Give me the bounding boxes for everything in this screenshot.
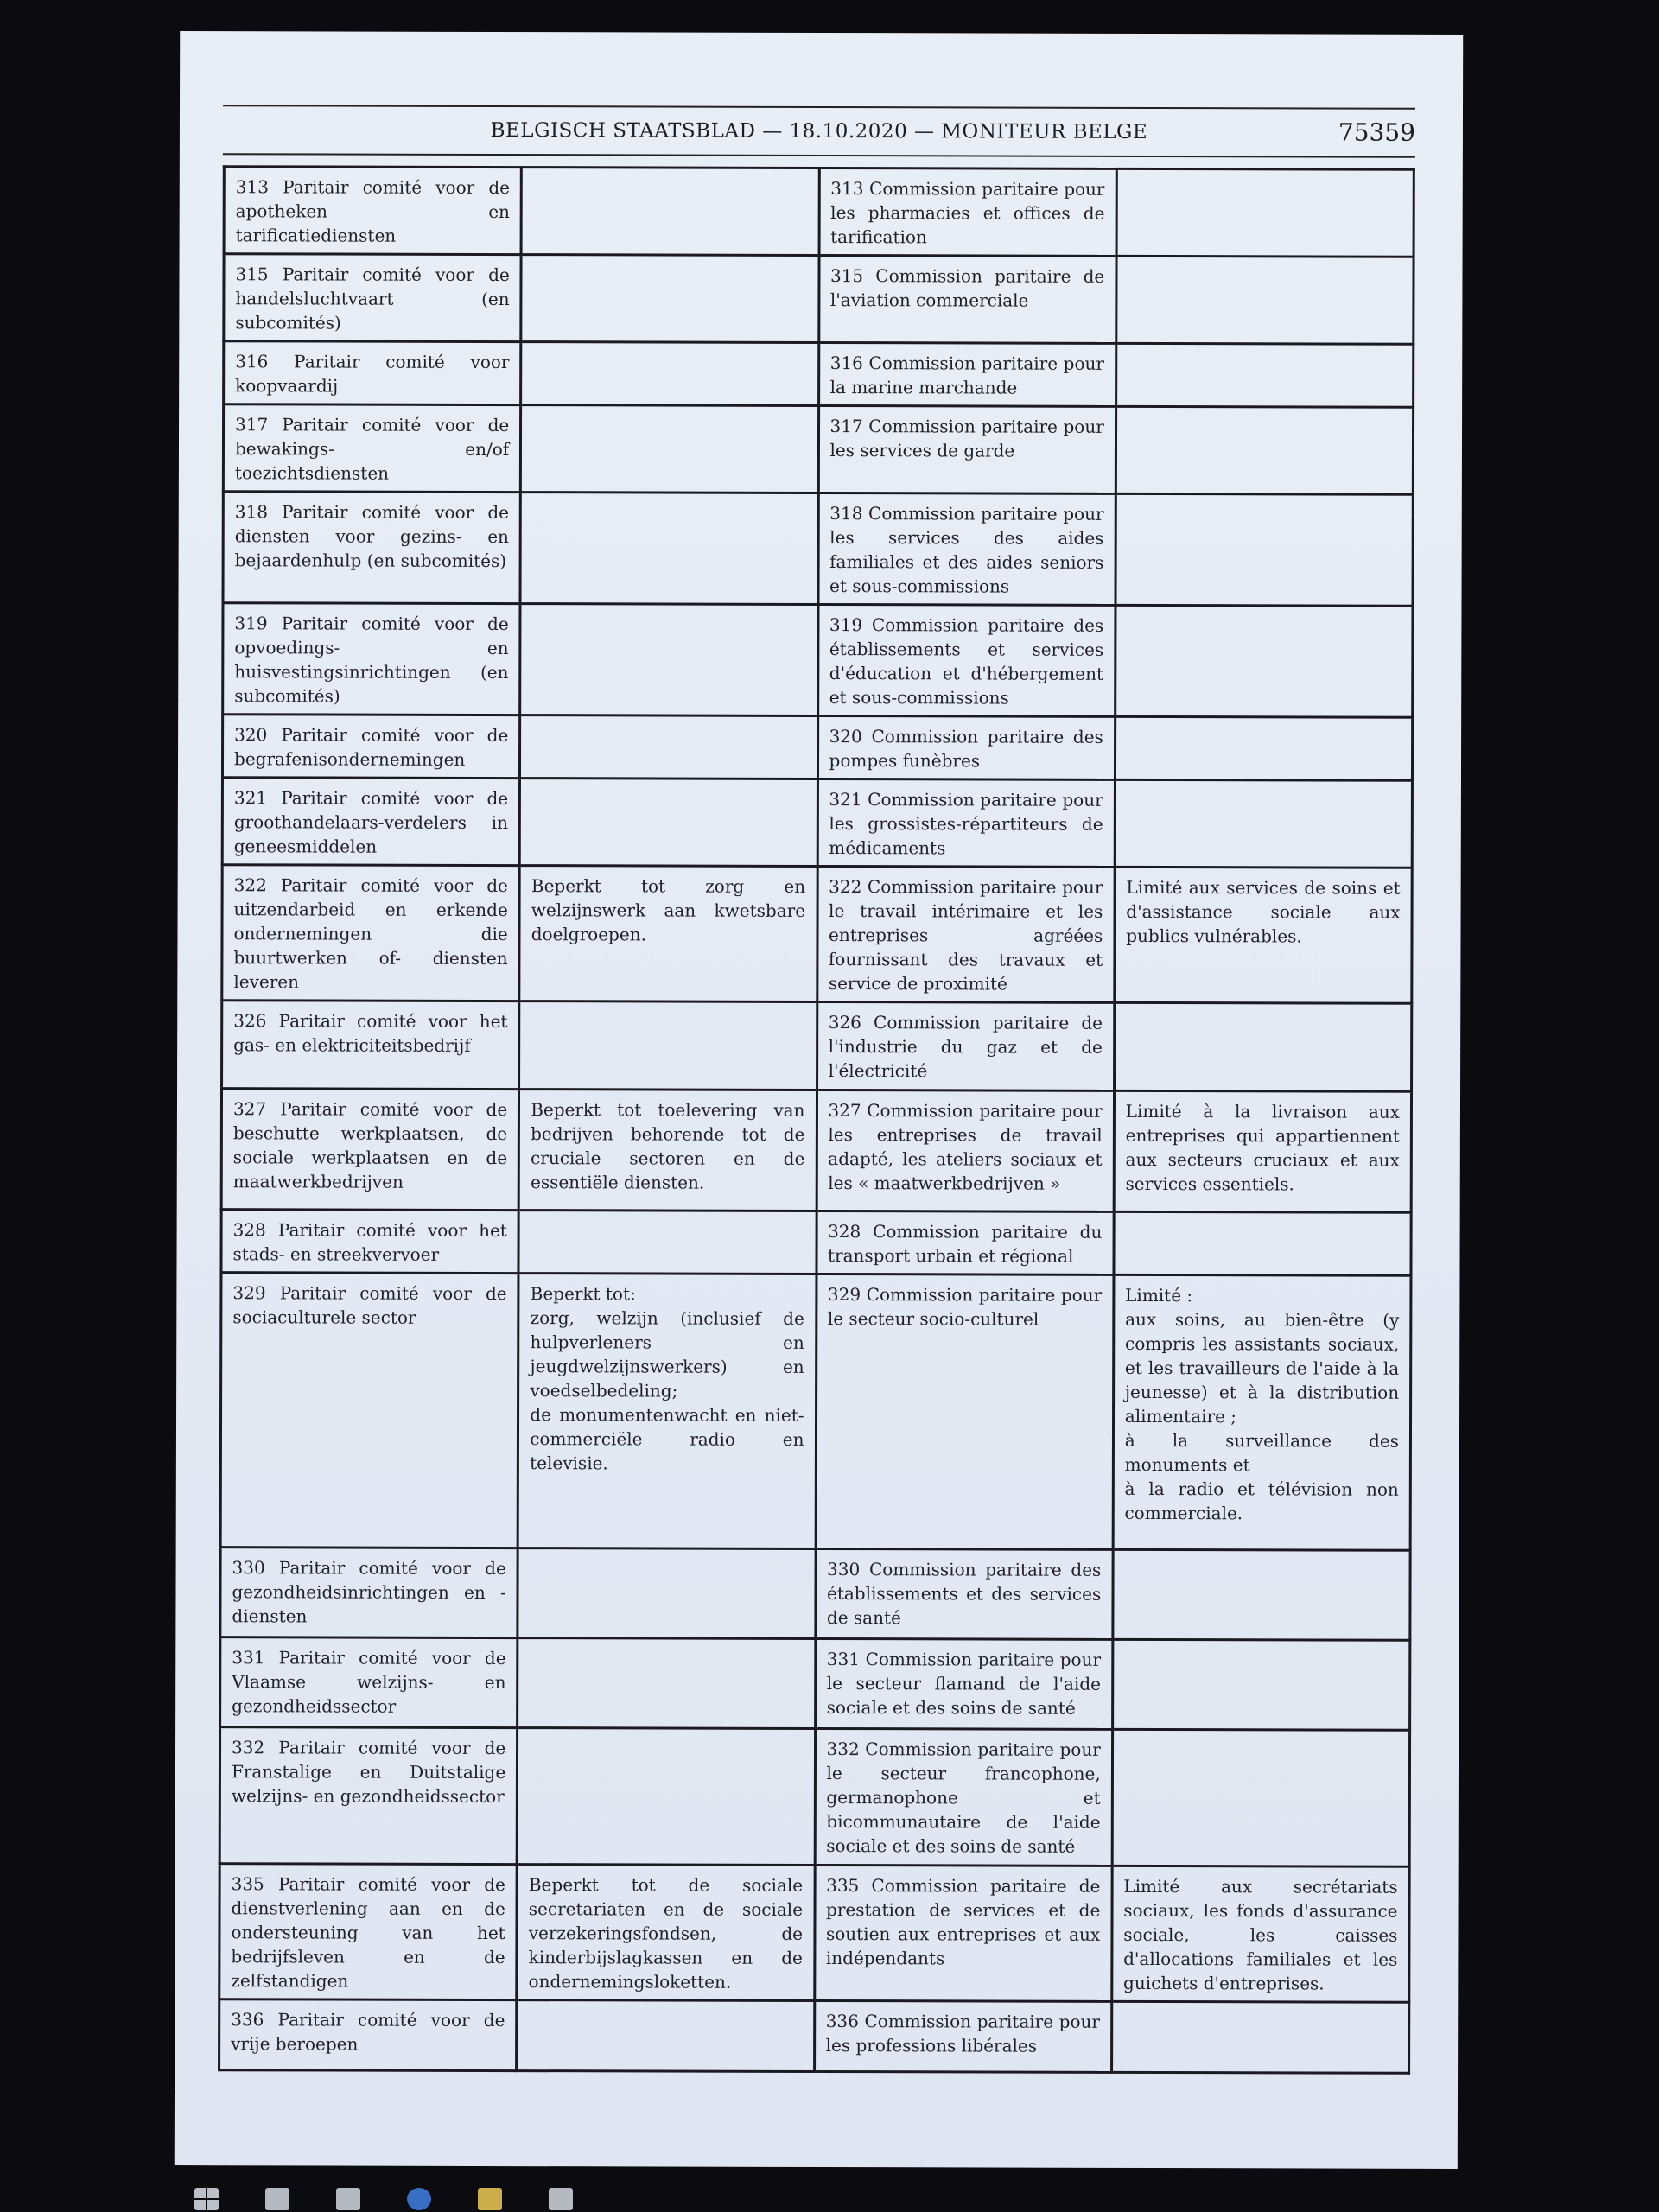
cell-nl-limit <box>517 1728 815 1866</box>
cell-nl-limit: Beperkt tot zorg en welzijnswerk aan kwetsbare doelgroepen. <box>519 866 817 1002</box>
cell-nl-limit <box>520 493 818 605</box>
cell-nl: 313 Paritair comité voor de apotheken en tarificatiediensten <box>224 167 522 255</box>
cell-fr: 318 Commission paritaire pour les services des aides familiales et des aides seniors et sous-commissions <box>818 493 1116 605</box>
cell-nl-limit <box>518 1548 816 1639</box>
cell-fr-limit <box>1115 605 1413 717</box>
cell-fr: 328 Commission paritaire du transport urbain et régional <box>816 1211 1113 1274</box>
cell-nl: 315 Paritair comité voor de handelsluchtvaart (en subcomités) <box>224 254 522 342</box>
cell-nl: 327 Paritair comité voor de beschutte werkplaatsen, de sociale werkplaatsen en de maatwerkbedrijven <box>221 1089 519 1211</box>
cell-nl: 317 Paritair comité voor de bewakings- en/of toezichtsdiensten <box>223 404 521 493</box>
cell-fr-limit <box>1113 1549 1411 1640</box>
cell-nl: 329 Paritair comité voor de sociaculturele sector <box>220 1273 518 1548</box>
cell-fr: 331 Commission paritaire pour le secteur flamand de l'aide sociale et des soins de santé <box>815 1638 1113 1729</box>
committee-table <box>218 165 1415 2075</box>
table-row <box>220 1273 1411 1551</box>
cell-fr-limit <box>1116 493 1414 606</box>
table-row <box>222 865 1412 1004</box>
table-row <box>221 1089 1411 1213</box>
cell-fr: 332 Commission paritaire pour le secteur francophone, germanophone et bicommunautaire de l'aide sociale et des soins de santé <box>815 1728 1113 1866</box>
cell-fr-limit <box>1116 343 1413 407</box>
cell-nl-limit: Beperkt tot de sociale secretariaten en de sociale verzekeringsfondsen, de kinderbijslagkassen en de ondernemingsloketten. <box>517 1865 815 2001</box>
cell-fr-limit: Limité : aux soins, au bien-être (y compris les assistants sociaux, et les travailleurs de l'aide à la jeunesse) et à la distribution alimentaire ; à la surveillance des monuments et à la radio et télévision non commerciale. <box>1113 1274 1411 1550</box>
cell-fr: 316 Commission paritaire pour la marine marchande <box>818 342 1116 406</box>
monitor-screen <box>175 31 1463 2169</box>
table-row <box>224 167 1414 257</box>
table-row <box>219 1864 1409 2003</box>
cell-nl-limit <box>521 255 819 343</box>
cell-nl: 318 Paritair comité voor de diensten voor gezins- en bejaardenhulp (en subcomités) <box>223 492 521 604</box>
cell-fr: 320 Commission paritaire des pompes funèbres <box>817 715 1115 779</box>
cell-fr: 326 Commission paritaire de l'industrie du gaz et de l'électricité <box>817 1001 1115 1090</box>
cell-nl-limit <box>517 2000 814 2072</box>
table-row <box>219 1727 1409 1867</box>
cell-nl-limit <box>518 1211 816 1274</box>
cell-fr-limit <box>1116 168 1414 257</box>
table-row <box>221 1210 1411 1276</box>
taskbar <box>177 2186 817 2212</box>
cell-fr-limit <box>1114 1002 1412 1091</box>
cell-fr: 317 Commission paritaire pour les services de garde <box>818 405 1116 493</box>
browser-icon[interactable] <box>407 2188 431 2210</box>
header-title: BELGISCH STAATSBLAD — 18.10.2020 — MONITEUR BELGE <box>490 119 1148 143</box>
cell-nl-limit <box>519 1001 817 1090</box>
cell-fr-limit: Limité aux services de soins et d'assistance sociale aux publics vulnérables. <box>1115 867 1413 1003</box>
page-header <box>223 106 1415 156</box>
cell-fr-limit <box>1112 1639 1410 1730</box>
windows-start-icon[interactable] <box>194 2188 219 2210</box>
cell-nl: 322 Paritair comité voor de uitzendarbeid en erkende ondernemingen die buurtwerken of- diensten leveren <box>222 865 520 1001</box>
table-row <box>222 1001 1412 1092</box>
cell-fr: 330 Commission paritaire des établissements et des services de santé <box>815 1548 1113 1639</box>
cell-fr-limit <box>1116 406 1414 494</box>
table-row <box>223 404 1413 495</box>
cell-nl-limit: Beperkt tot: zorg, welzijn (inclusief de hulpverleners en jeugdwelzijnswerkers) en voedselbedeling; de monumentenwacht en niet-commerciële radio en televisie. <box>518 1274 816 1549</box>
cell-nl: 326 Paritair comité voor het gas- en elektriciteitsbedrijf <box>222 1001 520 1090</box>
cell-nl-limit <box>521 168 819 256</box>
folder-icon[interactable] <box>478 2188 502 2210</box>
cell-fr-limit <box>1112 1729 1410 1866</box>
table-row <box>224 254 1414 345</box>
cell-fr-limit <box>1111 2001 1408 2073</box>
cell-nl-limit <box>518 1638 816 1729</box>
cell-nl-limit <box>521 405 819 493</box>
cell-nl: 332 Paritair comité voor de Franstalige en Duitstalige welzijns- en gezondheidssector <box>219 1727 518 1865</box>
cell-fr-limit: Limité aux secrétariats sociaux, les fonds d'assurance sociale, les caisses d'allocations familiales et les guichets d'entreprises. <box>1112 1866 1410 2002</box>
table-row <box>222 778 1412 868</box>
cell-nl: 335 Paritair comité voor de dienstverlening aan en de ondersteuning van het bedrijfsleven en de zelfstandigen <box>219 1864 518 2000</box>
cell-fr: 313 Commission paritaire pour les pharmacies et offices de tarification <box>819 168 1117 256</box>
table-row <box>224 341 1414 408</box>
cell-nl: 331 Paritair comité voor de Vlaamse welzijns- en gezondheidssector <box>220 1637 518 1728</box>
cell-fr-limit <box>1115 716 1412 780</box>
table-row <box>220 1637 1410 1731</box>
cell-fr-limit <box>1116 256 1414 344</box>
cell-fr: 329 Commission paritaire pour le secteur socio-culturel <box>816 1274 1114 1549</box>
cell-nl: 316 Paritair comité voor koopvaardij <box>224 341 521 405</box>
cell-nl: 328 Paritair comité voor het stads- en streekvervoer <box>221 1210 518 1274</box>
cell-fr: 336 Commission paritaire pour les professions libérales <box>814 2000 1111 2072</box>
cell-nl: 320 Paritair comité voor de begrafenisondernemingen <box>222 715 519 779</box>
cell-fr-limit: Limité à la livraison aux entreprises qui appartiennent aux secteurs cruciaux et aux services essentiels. <box>1114 1090 1412 1212</box>
app-icon[interactable] <box>549 2188 573 2210</box>
page-number: 75359 <box>1338 118 1415 147</box>
cell-nl-limit <box>519 779 817 867</box>
cell-nl-limit <box>521 342 818 406</box>
table-row <box>223 603 1413 718</box>
cell-nl: 330 Paritair comité voor de gezondheidsinrichtingen en -diensten <box>220 1548 518 1638</box>
cell-nl-limit <box>520 715 817 779</box>
cell-fr: 319 Commission paritaire des établissements et services d'éducation et d'hébergement et sous-commissions <box>817 604 1116 716</box>
task-view-icon[interactable] <box>336 2188 360 2210</box>
table-row <box>222 715 1412 781</box>
cell-nl: 319 Paritair comité voor de opvoedings- en huisvestingsinrichtingen (en subcomités) <box>223 603 521 715</box>
cell-fr-limit <box>1115 779 1413 868</box>
cell-nl: 336 Paritair comité voor de vrije beroepen <box>219 1999 517 2071</box>
cell-fr-limit <box>1114 1211 1411 1275</box>
document-page <box>218 105 1415 2075</box>
cell-fr: 327 Commission paritaire pour les entreprises de travail adapté, les ateliers sociaux et les « maatwerkbedrijven » <box>817 1090 1115 1211</box>
table-row <box>219 1999 1409 2074</box>
cell-nl: 321 Paritair comité voor de groothandelaars-verdelers in geneesmiddelen <box>222 778 520 866</box>
search-icon[interactable] <box>265 2188 289 2210</box>
cell-fr: 315 Commission paritaire de l'aviation commerciale <box>818 255 1116 343</box>
cell-nl-limit <box>520 604 818 716</box>
table-row <box>223 492 1413 607</box>
table-row <box>220 1548 1410 1641</box>
cell-nl-limit: Beperkt tot toelevering van bedrijven behorende tot de cruciale sectoren en de essentiële diensten. <box>518 1090 817 1211</box>
cell-fr: 335 Commission paritaire de prestation de services et de soutien aux entreprises et aux indépendants <box>814 1865 1112 2001</box>
cell-fr: 321 Commission paritaire pour les grossistes-répartiteurs de médicaments <box>817 779 1116 867</box>
cell-fr: 322 Commission paritaire pour le travail intérimaire et les entreprises agréées fournissant des travaux et service de proximité <box>817 866 1115 1002</box>
